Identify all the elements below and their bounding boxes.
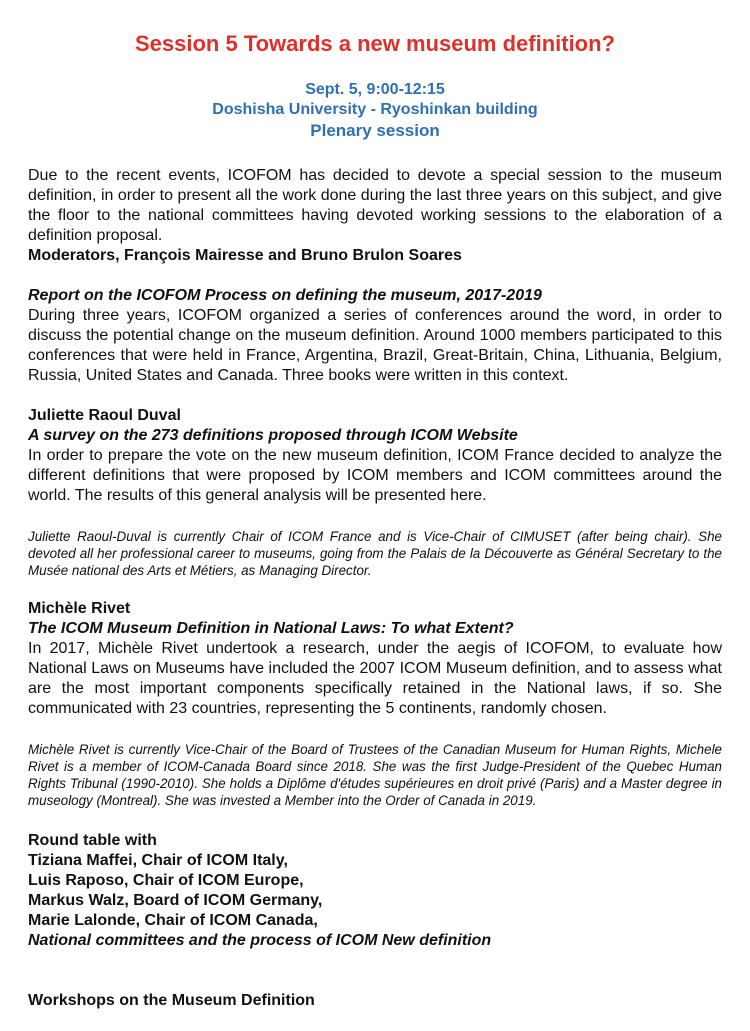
- session-date-time: Sept. 5, 9:00-12:15: [305, 81, 445, 98]
- talk2-bio: Michèle Rivet is currently Vice-Chair of the Board of Trustees of the Canadian Museum for Human Rights, Michele Rivet is a member of ICOM-Canada Board since 2018. She was the first Judge-President of the Quebec Human Rights Tribunal (1990-2010). She holds a Diplôme d'études supérieures en droit privé (Paris) and a Master degree in museology (Montreal). She was invested a Member into the Order of Canada in 2019.: [28, 742, 722, 808]
- round-table-participant: Luis Raposo, Chair of ICOM Europe,: [28, 872, 304, 889]
- intro-text: Due to the recent events, ICOFOM has decided to devote a special session to the museum definition, in order to present all the work done during the last three years on this subject, and give the floor to the national committees having devoted working sessions to the elaboration of a definition proposal.: [28, 167, 722, 244]
- report-text: During three years, ICOFOM organized a series of conferences around the word, in order to discuss the potential change on the museum definition. Around 1000 members participated to this conferences that were held in France, Argentina, Brazil, Great-Britain, China, Lithuania, Belgium, Russia, United States and Canada. Three books were written in this context.: [28, 307, 722, 384]
- talk2-title: The ICOM Museum Definition in National Laws: To what Extent?: [28, 620, 514, 637]
- round-table-topic: National committees and the process of ICOM New definition: [28, 932, 492, 949]
- session-meta: [28, 80, 722, 142]
- session-venue: Doshisha University - Ryoshinkan building: [212, 101, 538, 118]
- talk1-speaker: Juliette Raoul Duval: [28, 407, 181, 424]
- talk1-text: In order to prepare the vote on the new museum definition, ICOM France decided to analyze the different definitions that were proposed by ICOM members and ICOM committees around the world. The results of this general analysis will be presented here.: [28, 447, 722, 504]
- session-title: Session 5 Towards a new museum definition?: [134, 31, 615, 56]
- round-table-section: [28, 831, 722, 951]
- report-section: [28, 286, 722, 386]
- talk1-title: A survey on the 273 definitions proposed through ICOM Website: [28, 427, 518, 444]
- talk-raoul-duval: [28, 406, 722, 579]
- workshops-heading: Workshops on the Museum Definition: [28, 992, 315, 1009]
- talk2-text: In 2017, Michèle Rivet undertook a research, under the aegis of ICOFOM, to evaluate how National Laws on Museums have included the 2007 ICOM Museum definition, and to assess what are the most important components specifically retained in the National laws, if so. She communicated with 23 countries, representing the 5 continents, randomly chosen.: [28, 640, 722, 717]
- moderators: Moderators, François Mairesse and Bruno Brulon Soares: [28, 247, 462, 264]
- round-table-heading: Round table with: [28, 832, 157, 849]
- round-table-participant: Markus Walz, Board of ICOM Germany,: [28, 892, 323, 909]
- session-type: Plenary session: [310, 121, 440, 140]
- intro-section: [28, 166, 722, 266]
- workshops-section: [28, 991, 722, 1011]
- round-table-participant: Tiziana Maffei, Chair of ICOM Italy,: [28, 852, 288, 869]
- talk1-bio: Juliette Raoul-Duval is currently Chair of ICOM France and is Vice-Chair of CIMUSET (after being chair). She devoted all her professional career to museums, going from the Palais de la Découverte as Général Secretary to the Musée national des Arts et Métiers, as Managing Director.: [28, 529, 722, 578]
- round-table-participant: Marie Lalonde, Chair of ICOM Canada,: [28, 912, 318, 929]
- talk2-speaker: Michèle Rivet: [28, 600, 131, 617]
- talk-rivet: [28, 599, 722, 809]
- report-title: Report on the ICOFOM Process on defining the museum, 2017-2019: [28, 287, 542, 304]
